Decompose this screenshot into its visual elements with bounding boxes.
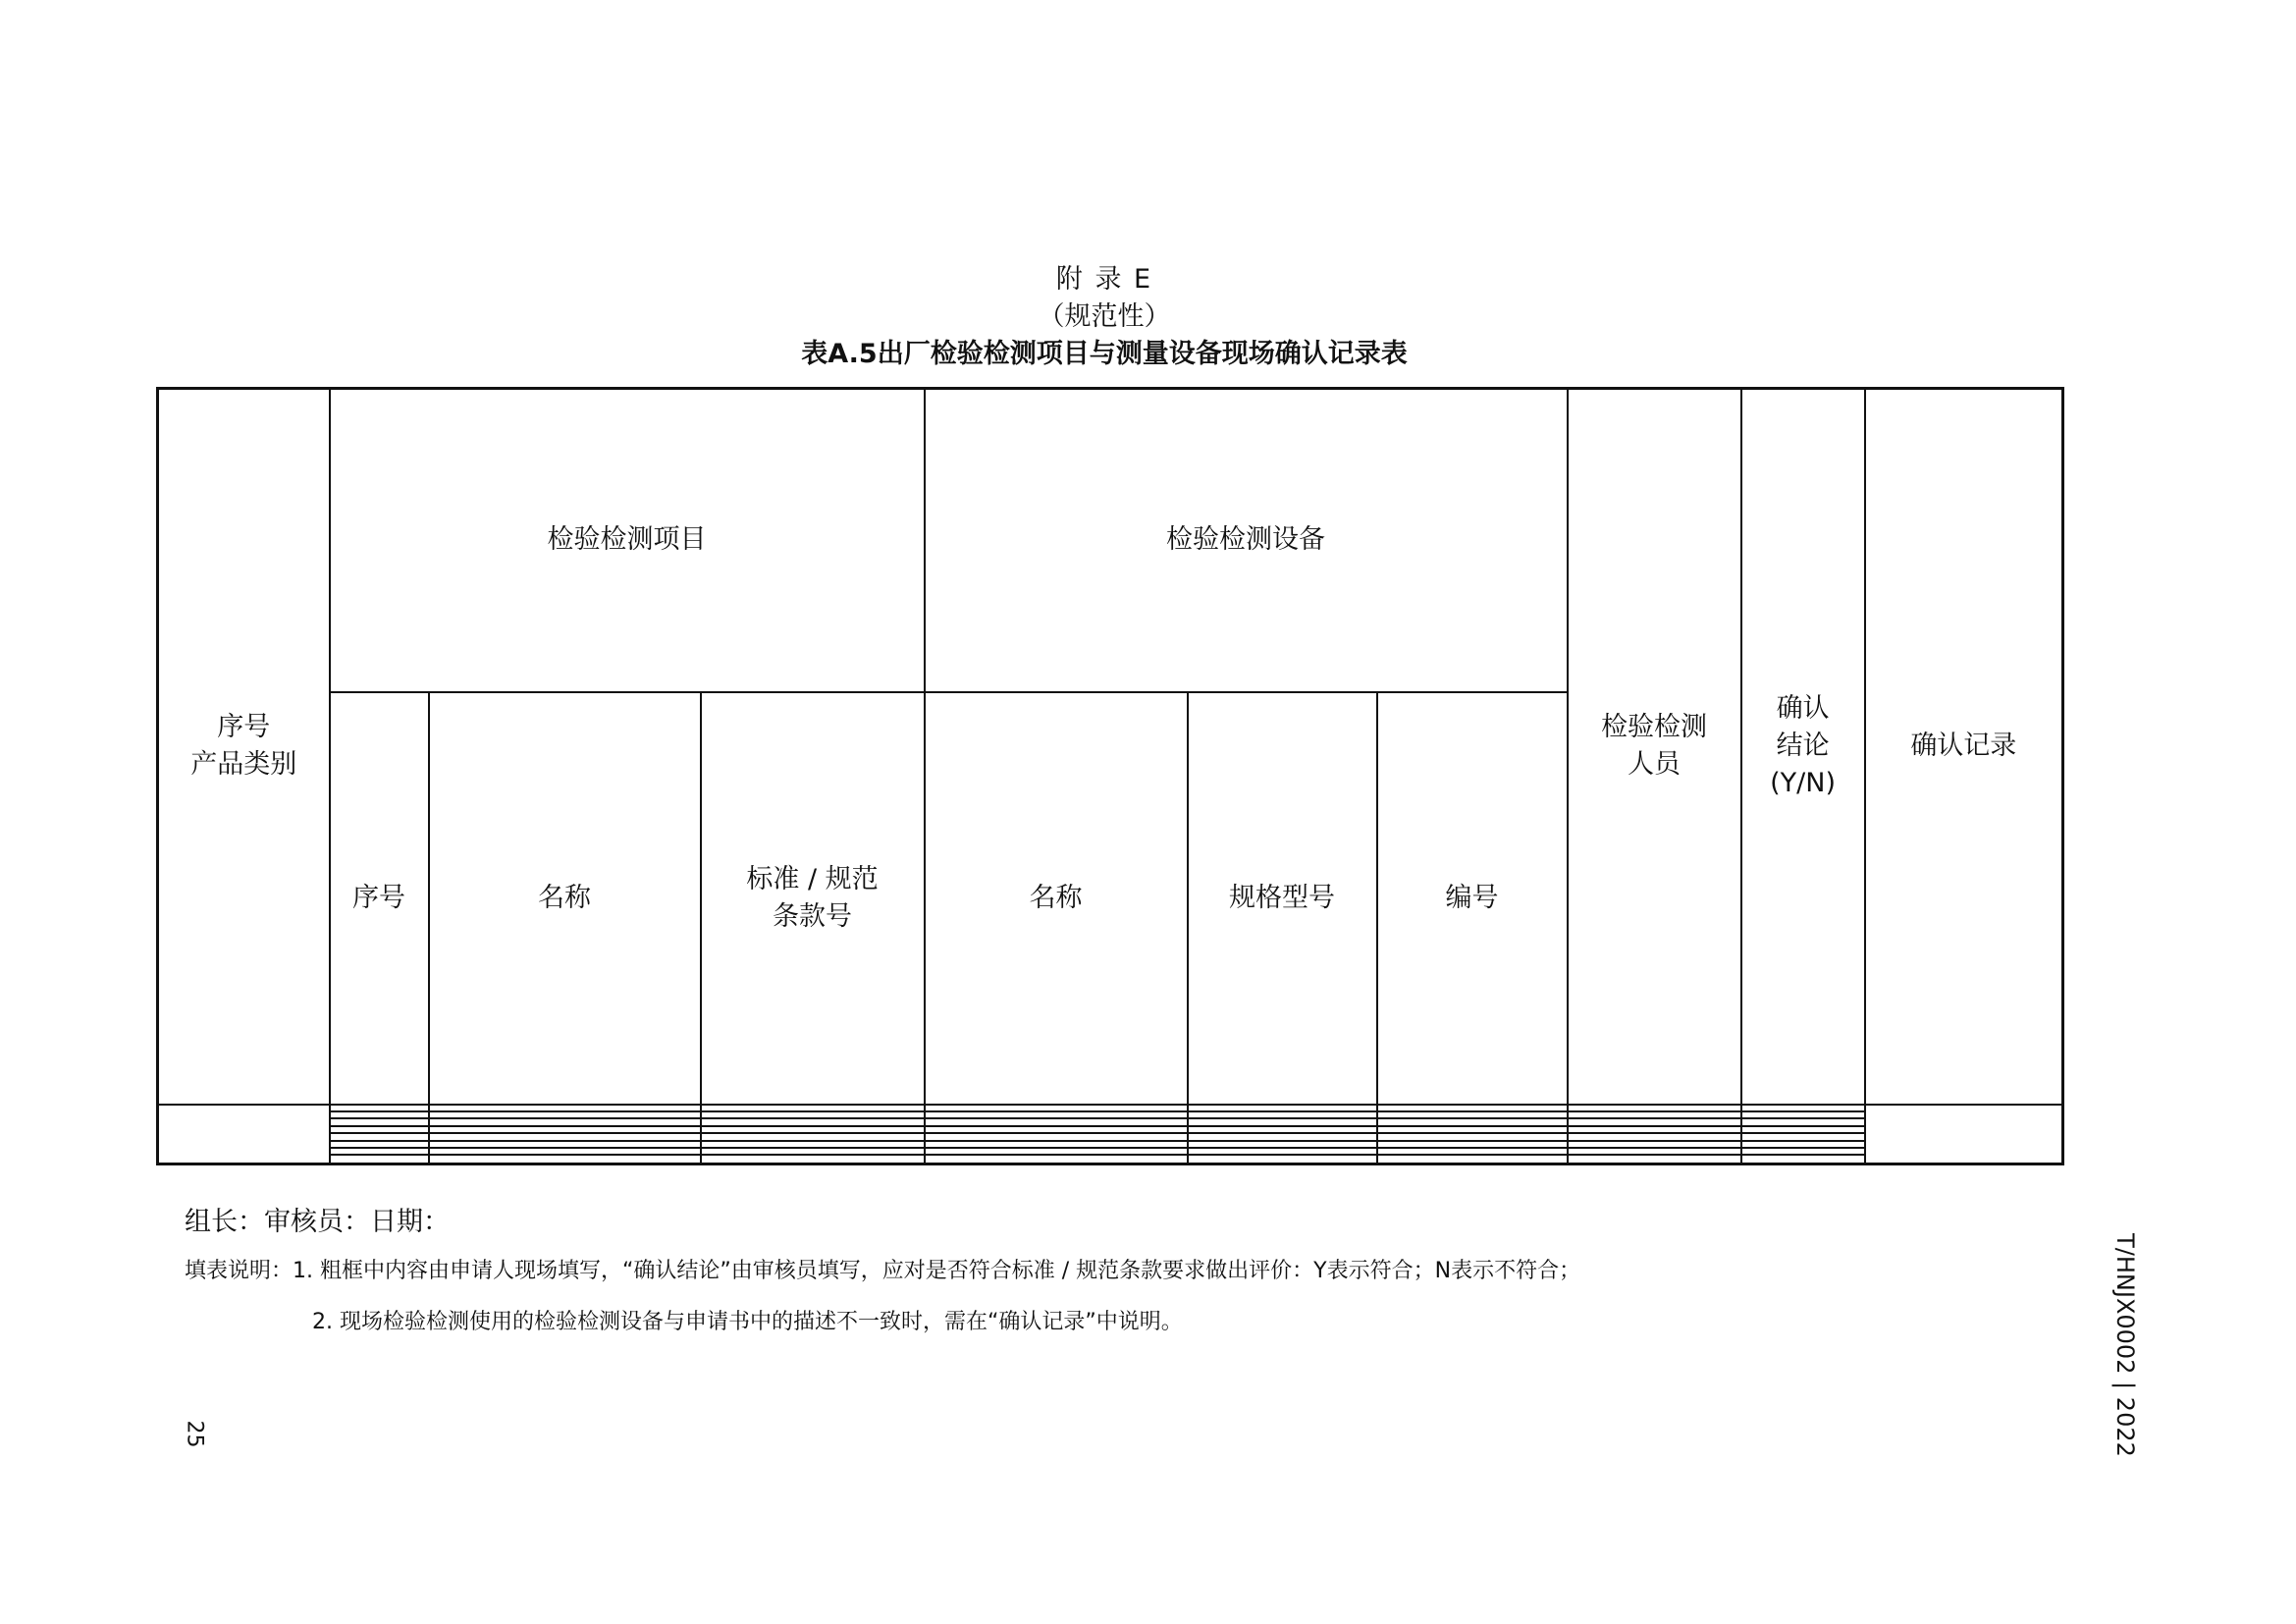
entry-cell[interactable] <box>1377 1111 1568 1118</box>
entry-cell[interactable] <box>330 1141 429 1148</box>
table-row <box>158 1111 2063 1118</box>
entry-cell[interactable] <box>429 1105 701 1111</box>
entry-cell[interactable] <box>1377 1105 1568 1111</box>
entry-cell[interactable] <box>925 1118 1188 1125</box>
entry-cell[interactable] <box>701 1126 925 1133</box>
entry-cell[interactable] <box>1377 1141 1568 1148</box>
entry-cell[interactable] <box>701 1105 925 1111</box>
entry-cell[interactable] <box>701 1111 925 1118</box>
entry-cell[interactable] <box>429 1118 701 1125</box>
entry-cell[interactable] <box>330 1126 429 1133</box>
entry-cell[interactable] <box>429 1141 701 1148</box>
entry-cell[interactable] <box>429 1126 701 1133</box>
entry-cell[interactable] <box>1377 1133 1568 1140</box>
subheader-item-name: 名称 <box>429 692 701 1105</box>
header-product-category: 序号 产品类别 <box>158 389 330 1105</box>
header-inspection-items: 检验检测项目 <box>330 389 925 692</box>
entry-cell[interactable] <box>925 1126 1188 1133</box>
header-personnel: 检验检测 人员 <box>1568 389 1741 1105</box>
entry-cell[interactable] <box>1568 1118 1741 1125</box>
entry-cell[interactable] <box>330 1111 429 1118</box>
entry-cell[interactable] <box>1568 1133 1741 1140</box>
subheader-model: 规格型号 <box>1188 692 1377 1105</box>
entry-cell[interactable] <box>1568 1126 1741 1133</box>
header-conclusion: 确认 结论 (Y/N) <box>1741 389 1865 1105</box>
entry-cell[interactable] <box>1188 1126 1377 1133</box>
appendix-label: 附 录 E <box>1055 264 1153 295</box>
entry-cell[interactable] <box>1188 1105 1377 1111</box>
header-record: 确认记录 <box>1865 389 2063 1105</box>
entry-cell[interactable] <box>1377 1118 1568 1125</box>
entry-cell[interactable] <box>1568 1155 1741 1164</box>
entry-cell[interactable] <box>1568 1105 1741 1111</box>
entry-cell[interactable] <box>1377 1148 1568 1155</box>
signature-line: 组长：审核员：日期： <box>185 1207 450 1237</box>
appendix-nature: （规范性） <box>1038 301 1171 332</box>
entry-cell[interactable] <box>701 1133 925 1140</box>
confirmation-record-table <box>156 387 2064 1165</box>
table-row <box>158 1126 2063 1133</box>
table-row <box>158 1155 2063 1164</box>
entry-cell[interactable] <box>925 1105 1188 1111</box>
entry-cell[interactable] <box>1188 1118 1377 1125</box>
entry-cell[interactable] <box>1741 1141 1865 1148</box>
entry-cell[interactable] <box>1188 1148 1377 1155</box>
document-id: T/HNJX0002 | 2022 <box>2111 1233 2139 1457</box>
table-row <box>158 1148 2063 1155</box>
entry-cell[interactable] <box>429 1111 701 1118</box>
fill-instruction-2: 2. 现场检验检测使用的检验检测设备与申请书中的描述不一致时，需在“确认记录”中说明。 <box>312 1310 1183 1334</box>
entry-cell[interactable] <box>925 1148 1188 1155</box>
entry-cell[interactable] <box>1741 1148 1865 1155</box>
entry-cell[interactable] <box>1188 1111 1377 1118</box>
table-row <box>158 1133 2063 1140</box>
entry-cell[interactable] <box>330 1148 429 1155</box>
table-row <box>158 1118 2063 1125</box>
entry-cell[interactable] <box>1741 1126 1865 1133</box>
entry-cell[interactable] <box>701 1155 925 1164</box>
entry-cell[interactable] <box>1741 1105 1865 1111</box>
entry-cell[interactable] <box>1741 1155 1865 1164</box>
entry-cell[interactable] <box>925 1133 1188 1140</box>
entry-cell[interactable] <box>925 1111 1188 1118</box>
entry-cell[interactable] <box>429 1148 701 1155</box>
entry-cell[interactable] <box>429 1155 701 1164</box>
subheader-seq: 序号 <box>330 692 429 1105</box>
entry-cell[interactable] <box>429 1133 701 1140</box>
entry-cell[interactable] <box>1741 1118 1865 1125</box>
subheader-standard: 标准 / 规范 条款号 <box>701 692 925 1105</box>
subheader-number: 编号 <box>1377 692 1568 1105</box>
header-inspection-equipment: 检验检测设备 <box>925 389 1568 692</box>
entry-cell[interactable] <box>1188 1133 1377 1140</box>
table-row <box>158 1105 2063 1111</box>
entry-cell[interactable] <box>1568 1111 1741 1118</box>
entry-cell[interactable] <box>330 1118 429 1125</box>
entry-cell[interactable] <box>1741 1111 1865 1118</box>
record-cell[interactable] <box>1865 1105 2063 1164</box>
subheader-equipment-name: 名称 <box>925 692 1188 1105</box>
entry-cell[interactable] <box>330 1133 429 1140</box>
entry-cell[interactable] <box>330 1105 429 1111</box>
entry-cell[interactable] <box>1741 1133 1865 1140</box>
entry-cell[interactable] <box>701 1148 925 1155</box>
entry-cell[interactable] <box>925 1141 1188 1148</box>
entry-cell[interactable] <box>701 1118 925 1125</box>
table-row <box>158 1141 2063 1148</box>
entry-cell[interactable] <box>701 1141 925 1148</box>
table-title: 表A.5出厂检验检测项目与测量设备现场确认记录表 <box>801 339 1408 369</box>
entry-cell[interactable] <box>330 1155 429 1164</box>
entry-cell[interactable] <box>1377 1126 1568 1133</box>
entry-cell[interactable] <box>1188 1141 1377 1148</box>
entry-cell[interactable] <box>1568 1148 1741 1155</box>
page-number: 25 <box>182 1420 207 1448</box>
fill-instruction-1: 填表说明：1. 粗框中内容由申请人现场填写，“确认结论”由审核员填写，应对是否符合标准 / 规范条款要求做出评价：Y表示符合；N表示不符合； <box>185 1259 1581 1283</box>
product-category-cell[interactable] <box>158 1105 330 1164</box>
entry-cell[interactable] <box>1568 1141 1741 1148</box>
entry-cell[interactable] <box>1188 1155 1377 1164</box>
entry-cell[interactable] <box>925 1155 1188 1164</box>
entry-cell[interactable] <box>1377 1155 1568 1164</box>
